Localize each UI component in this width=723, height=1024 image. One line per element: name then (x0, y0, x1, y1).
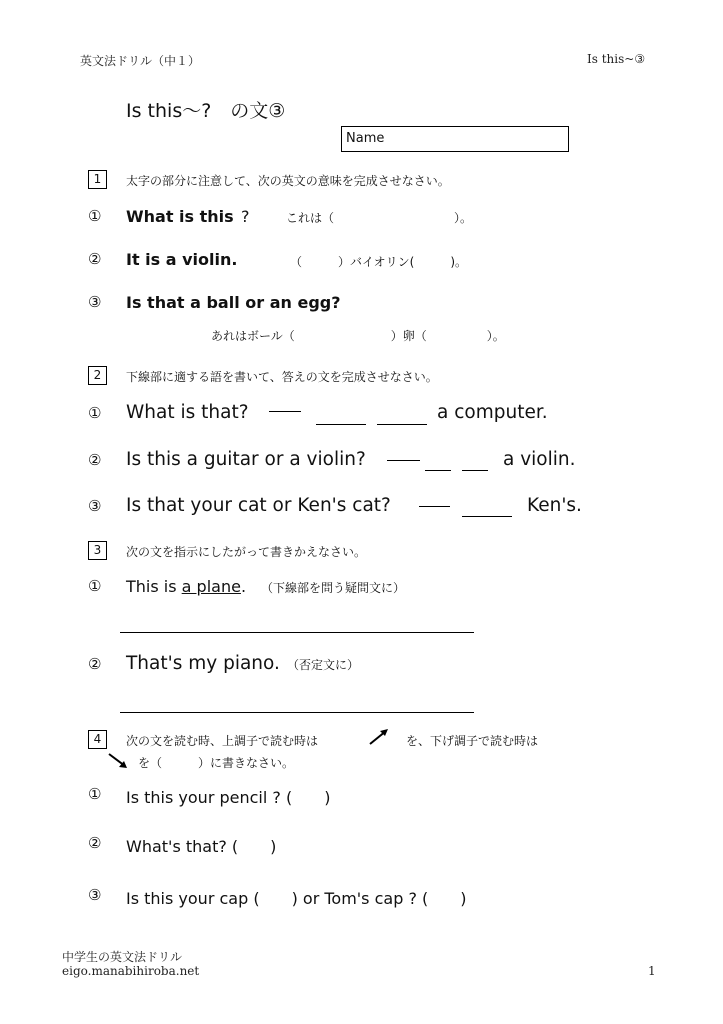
s2-item2-blank-2[interactable] (462, 470, 488, 471)
section-2-instruction: 下線部に適する語を書いて、答えの文を完成させなさい。 (126, 370, 438, 384)
section-1-number: 1 (88, 170, 107, 189)
s3-item1-pre: This is (126, 577, 182, 596)
s1-item1-mark: ? (241, 207, 250, 226)
s3-item1-answer-line[interactable] (120, 632, 474, 633)
s4-item3-num: ③ (88, 886, 102, 904)
s2-item2-dash (387, 460, 420, 461)
s3-item2-note: （否定文に） (287, 658, 360, 672)
falling-arrow-icon (106, 751, 130, 771)
s2-item1-blank-1[interactable] (316, 424, 366, 425)
footer-url[interactable]: eigo.manabihiroba.net (62, 964, 200, 978)
s2-item3-question: Is that your cat or Ken's cat? (126, 495, 391, 516)
rising-arrow-icon (367, 727, 391, 747)
s3-item2-answer-line[interactable] (120, 712, 474, 713)
s1-item2-num: ② (88, 250, 102, 268)
section-4-number: 4 (88, 730, 107, 749)
s4-item2-text[interactable]: What's that? ( ) (126, 837, 277, 856)
s1-item1-en: What is this (126, 207, 234, 226)
s2-item3-end: Ken's. (527, 495, 582, 516)
s3-item1-num: ① (88, 577, 102, 595)
s3-item1-note: （下線部を問う疑問文に） (261, 581, 406, 595)
s1-item1-ja[interactable]: これは（ ）。 (286, 211, 473, 225)
page-title: Is this～? の文③ (126, 100, 286, 122)
s2-item1-end: a computer. (437, 402, 548, 423)
s3-item1-sentence (126, 577, 246, 596)
section-4-instruction-a: 次の文を読む時、上調子で読む時は (126, 734, 319, 748)
s3-item1-underlined: a plane (181, 577, 241, 596)
s2-item1-dash (269, 411, 301, 412)
section-2-number: 2 (88, 366, 107, 385)
s2-item1-num: ① (88, 404, 102, 422)
s2-item3-dash (419, 506, 450, 507)
footer-title: 中学生の英文法ドリル (62, 950, 183, 964)
section-4-instruction-b: を、下げ調子で読む時は (406, 734, 539, 748)
header-left: 英文法ドリル（中１） (80, 54, 201, 68)
s3-item1-post: . (240, 577, 247, 596)
s3-item2-text: That's my piano. (126, 653, 280, 674)
name-field[interactable] (341, 126, 569, 152)
s1-item2-en: It is a violin. (126, 250, 238, 269)
s4-item1-num: ① (88, 785, 102, 803)
s4-item2-num: ② (88, 834, 102, 852)
s2-item2-num: ② (88, 451, 102, 469)
name-label: Name (346, 131, 385, 146)
section-4-instruction-c: を（ ）に書きなさい。 (138, 756, 295, 770)
s3-item2-num: ② (88, 655, 102, 673)
section-1-instruction: 太字の部分に注意して、次の英文の意味を完成させなさい。 (126, 174, 450, 188)
header-right: Is this~③ (587, 52, 646, 66)
s1-item3-ja[interactable]: あれはボール（ ）卵（ ）。 (211, 329, 505, 343)
page-number: 1 (648, 964, 656, 978)
s4-item3-text[interactable]: Is this your cap ( ) or Tom's cap ? ( ) (126, 889, 467, 908)
s2-item3-blank-1[interactable] (462, 516, 512, 517)
s1-item3-num: ③ (88, 293, 102, 311)
section-3-number: 3 (88, 541, 107, 560)
s2-item2-end: a violin. (503, 449, 576, 470)
section-3-instruction: 次の文を指示にしたがって書きかえなさい。 (126, 545, 367, 559)
s2-item2-blank-1[interactable] (425, 470, 451, 471)
s1-item1-num: ① (88, 207, 102, 225)
s2-item1-blank-2[interactable] (377, 424, 427, 425)
s2-item3-num: ③ (88, 497, 102, 515)
s1-item2-ja[interactable]: （ ）バイオリン( )。 (290, 255, 468, 269)
s4-item1-text[interactable]: Is this your pencil ? ( ) (126, 788, 331, 807)
s2-item1-question: What is that? (126, 402, 249, 423)
s2-item2-question: Is this a guitar or a violin? (126, 449, 366, 470)
s1-item3-en: Is that a ball or an egg? (126, 293, 341, 312)
